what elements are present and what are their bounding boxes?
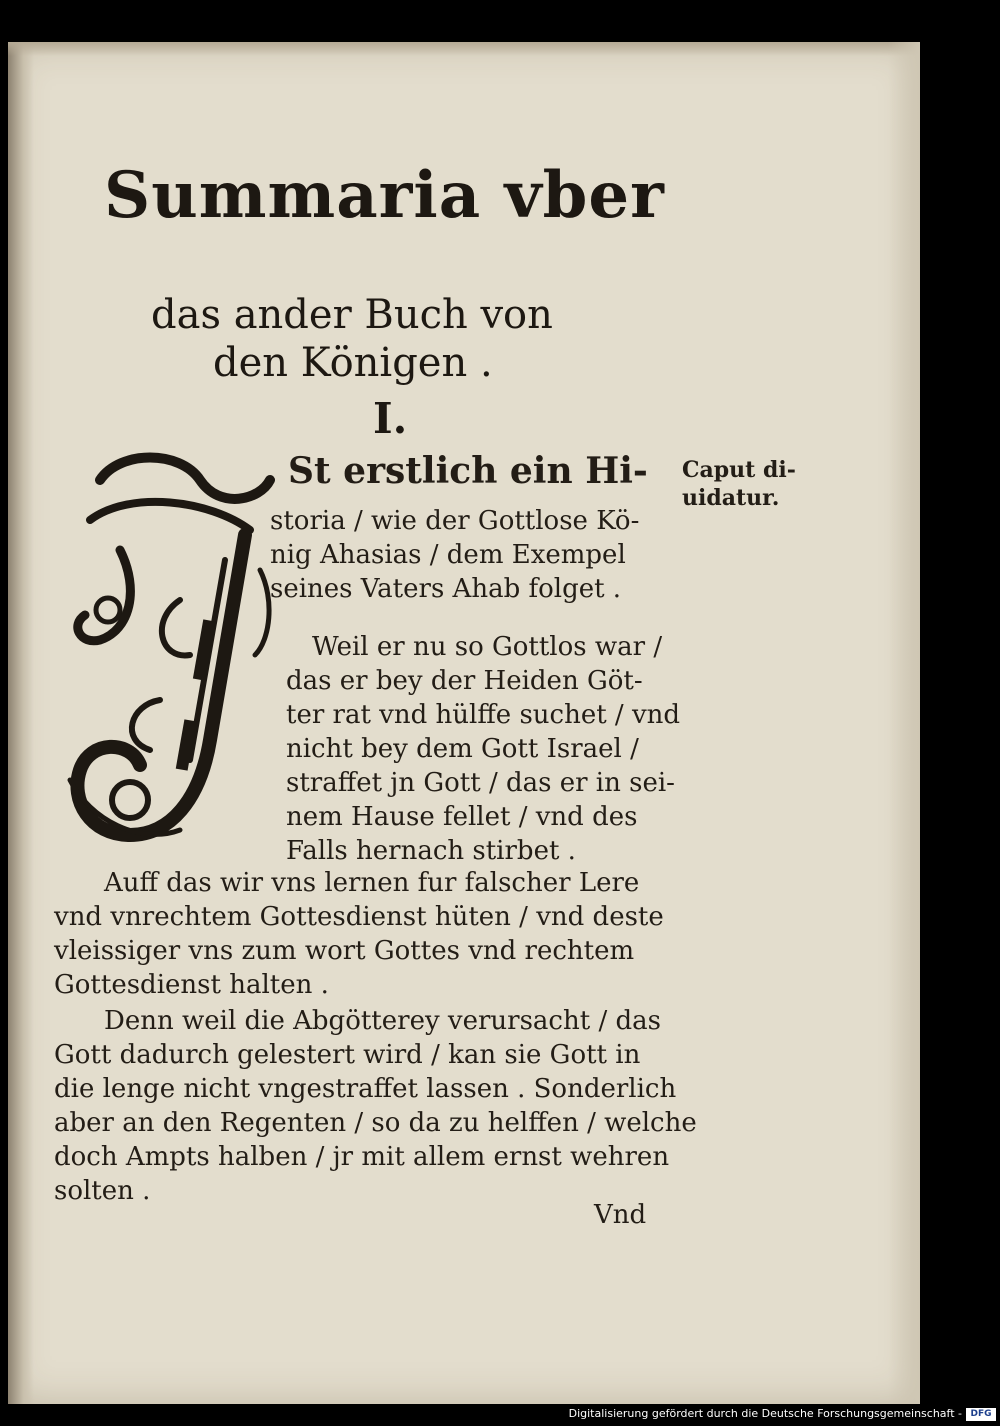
paragraph-2-line-4: nicht bey dem Gott Israel / [286,734,639,764]
paragraph-4-line-2: Gott dadurch gelestert wird / kan sie Gott in [54,1040,641,1070]
page-right-edge [888,42,920,1404]
margin-note [682,456,796,512]
decorated-initial-icon [60,440,280,850]
paragraph-2-line-3: ter rat vnd hülffe suchet / vnd [286,700,681,730]
page-gutter-shadow [8,42,34,1404]
paragraph-2-line-7: Falls hernach stirbet . [286,836,576,866]
paragraph-2-line-2: das er bey der Heiden Göt- [286,666,643,696]
paragraph-3-line-4: Gottesdienst halten . [54,970,329,1000]
paragraph-4-line-5: doch Ampts halben / jr mit allem ernst wehren [54,1142,670,1172]
dfg-logo-icon: DFG [966,1408,996,1421]
paragraph-4-line-4: aber an den Regenten / so da zu helffen / welche [54,1108,697,1138]
page-top-shadow [8,42,920,56]
paragraph-3-line-3: vleissiger vns zum wort Gottes vnd rechtem [54,936,635,966]
paragraph-4-line-1: Denn weil die Abgötterey verursacht / das [104,1006,661,1036]
paragraph-1-line-2: storia / wie der Gottlose Kö- [270,506,640,536]
catchword: Vnd [594,1200,647,1230]
paragraph-2-line-1: Weil er nu so Gottlos war / [312,632,663,662]
paragraph-4-line-6: solten . [54,1176,151,1206]
subtitle-line-1: das ander Buch von [151,292,553,338]
chapter-number: I. [373,394,408,443]
book-page [8,42,920,1404]
paragraph-1-line-3: nig Ahasias / dem Exempel [270,540,626,570]
paragraph-1-line-4: seines Vaters Ahab folget . [270,574,622,604]
paragraph-3-line-1: Auff das wir vns lernen fur falscher Lere [104,868,640,898]
paragraph-3-line-2: vnd vnrechtem Gottesdienst hüten / vnd deste [54,902,664,932]
margin-note-line-2: uidatur. [682,485,780,511]
subtitle-line-2: den Königen . [213,340,493,386]
paragraph-1-line-1: St erstlich ein Hi- [288,450,648,492]
footer-credit: Digitalisierung gefördert durch die Deutsche Forschungsgemeinschaft - [568,1407,962,1420]
page-title: Summaria vber [104,158,665,233]
paragraph-4-line-3: die lenge nicht vngestraffet lassen . Sonderlich [54,1074,677,1104]
margin-note-line-1: Caput di- [682,457,796,483]
paragraph-2-line-6: nem Hause fellet / vnd des [286,802,638,832]
paragraph-2-line-5: straffet jn Gott / das er in sei- [286,768,675,798]
